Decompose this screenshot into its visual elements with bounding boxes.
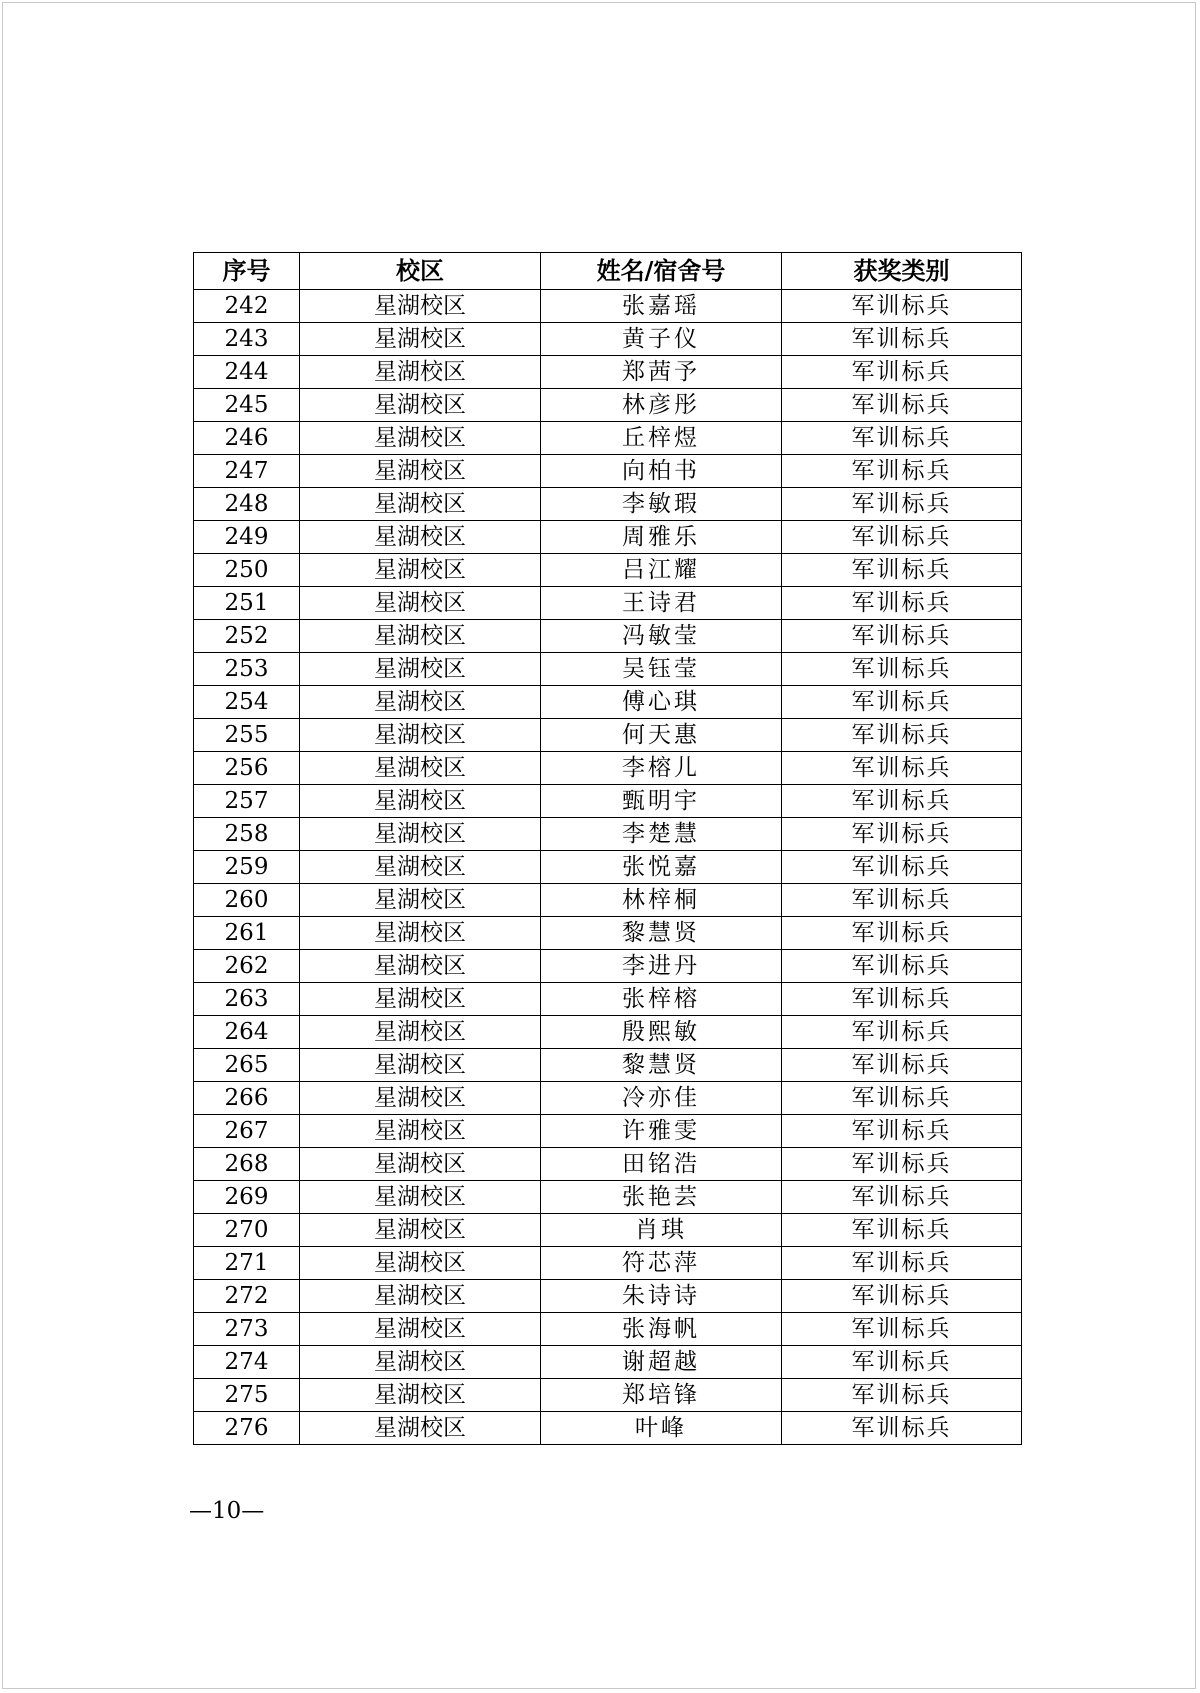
cell-award-type: 军训标兵 [782, 1346, 1022, 1379]
table-row [194, 917, 1022, 950]
cell-award-type: 军训标兵 [782, 554, 1022, 587]
cell-no: 269 [194, 1181, 300, 1214]
cell-award-type: 军训标兵 [782, 1313, 1022, 1346]
cell-campus: 星湖校区 [300, 686, 541, 719]
cell-campus: 星湖校区 [300, 356, 541, 389]
cell-award-type: 军训标兵 [782, 290, 1022, 323]
cell-campus: 星湖校区 [300, 752, 541, 785]
cell-award-type: 军训标兵 [782, 389, 1022, 422]
cell-campus: 星湖校区 [300, 1379, 541, 1412]
cell-campus: 星湖校区 [300, 389, 541, 422]
cell-name: 张梓榕 [541, 983, 782, 1016]
table-row [194, 1148, 1022, 1181]
cell-award-type: 军训标兵 [782, 884, 1022, 917]
table-row [194, 1280, 1022, 1313]
cell-campus: 星湖校区 [300, 1280, 541, 1313]
cell-name: 吴钰莹 [541, 653, 782, 686]
header-name: 姓名/宿舍号 [541, 253, 782, 290]
cell-no: 248 [194, 488, 300, 521]
cell-no: 256 [194, 752, 300, 785]
cell-campus: 星湖校区 [300, 653, 541, 686]
table-row [194, 1247, 1022, 1280]
cell-campus: 星湖校区 [300, 554, 541, 587]
table-row [194, 1313, 1022, 1346]
table-row [194, 719, 1022, 752]
table-row [194, 851, 1022, 884]
cell-campus: 星湖校区 [300, 488, 541, 521]
cell-campus: 星湖校区 [300, 1115, 541, 1148]
cell-campus: 星湖校区 [300, 323, 541, 356]
cell-no: 275 [194, 1379, 300, 1412]
table-row [194, 290, 1022, 323]
cell-no: 246 [194, 422, 300, 455]
cell-no: 245 [194, 389, 300, 422]
cell-campus: 星湖校区 [300, 983, 541, 1016]
cell-name: 殷熙敏 [541, 1016, 782, 1049]
cell-campus: 星湖校区 [300, 1247, 541, 1280]
table-row [194, 488, 1022, 521]
table-row [194, 818, 1022, 851]
cell-name: 林彦彤 [541, 389, 782, 422]
cell-campus: 星湖校区 [300, 1016, 541, 1049]
cell-no: 273 [194, 1313, 300, 1346]
cell-award-type: 军训标兵 [782, 719, 1022, 752]
cell-name: 李榕儿 [541, 752, 782, 785]
cell-award-type: 军训标兵 [782, 950, 1022, 983]
cell-campus: 星湖校区 [300, 1412, 541, 1445]
cell-award-type: 军训标兵 [782, 851, 1022, 884]
cell-name: 郑培锋 [541, 1379, 782, 1412]
cell-name: 丘梓煜 [541, 422, 782, 455]
cell-no: 262 [194, 950, 300, 983]
table-row [194, 983, 1022, 1016]
cell-no: 254 [194, 686, 300, 719]
cell-campus: 星湖校区 [300, 620, 541, 653]
cell-no: 249 [194, 521, 300, 554]
cell-award-type: 军训标兵 [782, 1082, 1022, 1115]
cell-award-type: 军训标兵 [782, 818, 1022, 851]
table-row [194, 1115, 1022, 1148]
cell-no: 268 [194, 1148, 300, 1181]
cell-name: 张艳芸 [541, 1181, 782, 1214]
table-row [194, 323, 1022, 356]
cell-award-type: 军训标兵 [782, 1049, 1022, 1082]
cell-name: 田铭浩 [541, 1148, 782, 1181]
table-row [194, 1049, 1022, 1082]
cell-no: 244 [194, 356, 300, 389]
cell-name: 黄子仪 [541, 323, 782, 356]
award-list-table [193, 252, 1022, 1445]
cell-award-type: 军训标兵 [782, 587, 1022, 620]
cell-no: 251 [194, 587, 300, 620]
cell-name: 林梓桐 [541, 884, 782, 917]
table-row [194, 620, 1022, 653]
table-row [194, 884, 1022, 917]
cell-name: 许雅雯 [541, 1115, 782, 1148]
cell-campus: 星湖校区 [300, 455, 541, 488]
cell-no: 247 [194, 455, 300, 488]
cell-no: 250 [194, 554, 300, 587]
table-row [194, 1082, 1022, 1115]
cell-campus: 星湖校区 [300, 1049, 541, 1082]
cell-name: 周雅乐 [541, 521, 782, 554]
cell-name: 郑茜予 [541, 356, 782, 389]
cell-campus: 星湖校区 [300, 785, 541, 818]
cell-award-type: 军训标兵 [782, 1280, 1022, 1313]
cell-name: 李楚慧 [541, 818, 782, 851]
cell-no: 259 [194, 851, 300, 884]
cell-no: 252 [194, 620, 300, 653]
cell-name: 李进丹 [541, 950, 782, 983]
cell-award-type: 军训标兵 [782, 620, 1022, 653]
header-row [194, 253, 1022, 290]
cell-no: 242 [194, 290, 300, 323]
table-row [194, 752, 1022, 785]
cell-name: 黎慧贤 [541, 917, 782, 950]
cell-campus: 星湖校区 [300, 1346, 541, 1379]
cell-campus: 星湖校区 [300, 1082, 541, 1115]
cell-award-type: 军训标兵 [782, 1412, 1022, 1445]
cell-campus: 星湖校区 [300, 587, 541, 620]
cell-award-type: 军训标兵 [782, 1016, 1022, 1049]
cell-no: 265 [194, 1049, 300, 1082]
cell-award-type: 军训标兵 [782, 983, 1022, 1016]
cell-no: 270 [194, 1214, 300, 1247]
header-no: 序号 [194, 253, 300, 290]
table-row [194, 587, 1022, 620]
header-campus: 校区 [300, 253, 541, 290]
cell-campus: 星湖校区 [300, 1313, 541, 1346]
cell-no: 243 [194, 323, 300, 356]
cell-name: 谢超越 [541, 1346, 782, 1379]
cell-no: 274 [194, 1346, 300, 1379]
cell-campus: 星湖校区 [300, 290, 541, 323]
cell-name: 张海帆 [541, 1313, 782, 1346]
cell-campus: 星湖校区 [300, 1148, 541, 1181]
cell-name: 肖琪 [541, 1214, 782, 1247]
cell-name: 甄明宇 [541, 785, 782, 818]
cell-campus: 星湖校区 [300, 719, 541, 752]
cell-no: 276 [194, 1412, 300, 1445]
cell-award-type: 军训标兵 [782, 422, 1022, 455]
cell-name: 冯敏莹 [541, 620, 782, 653]
table-row [194, 422, 1022, 455]
cell-no: 264 [194, 1016, 300, 1049]
cell-award-type: 军训标兵 [782, 686, 1022, 719]
cell-name: 朱诗诗 [541, 1280, 782, 1313]
table-row [194, 455, 1022, 488]
cell-award-type: 军训标兵 [782, 1148, 1022, 1181]
cell-campus: 星湖校区 [300, 422, 541, 455]
table-row [194, 1379, 1022, 1412]
table-row [194, 521, 1022, 554]
cell-campus: 星湖校区 [300, 851, 541, 884]
page-number: —10— [189, 1498, 265, 1524]
cell-name: 吕江耀 [541, 554, 782, 587]
cell-no: 257 [194, 785, 300, 818]
cell-award-type: 军训标兵 [782, 752, 1022, 785]
cell-no: 266 [194, 1082, 300, 1115]
table-row [194, 554, 1022, 587]
table-body [194, 290, 1022, 1445]
cell-award-type: 军训标兵 [782, 653, 1022, 686]
header-award-type: 获奖类别 [782, 253, 1022, 290]
cell-no: 253 [194, 653, 300, 686]
cell-campus: 星湖校区 [300, 1181, 541, 1214]
table-row [194, 1016, 1022, 1049]
cell-award-type: 军训标兵 [782, 1214, 1022, 1247]
cell-name: 王诗君 [541, 587, 782, 620]
table-row [194, 686, 1022, 719]
table-row [194, 950, 1022, 983]
cell-name: 叶峰 [541, 1412, 782, 1445]
cell-name: 符芯萍 [541, 1247, 782, 1280]
cell-award-type: 军训标兵 [782, 1115, 1022, 1148]
cell-award-type: 军训标兵 [782, 521, 1022, 554]
table-row [194, 1181, 1022, 1214]
cell-no: 271 [194, 1247, 300, 1280]
cell-no: 272 [194, 1280, 300, 1313]
cell-name: 黎慧贤 [541, 1049, 782, 1082]
cell-name: 张嘉瑶 [541, 290, 782, 323]
cell-campus: 星湖校区 [300, 521, 541, 554]
table-header [194, 253, 1022, 290]
table-row [194, 356, 1022, 389]
cell-award-type: 军训标兵 [782, 1181, 1022, 1214]
table-row [194, 1412, 1022, 1445]
cell-award-type: 军训标兵 [782, 917, 1022, 950]
table-row [194, 1214, 1022, 1247]
table-row [194, 1346, 1022, 1379]
cell-name: 冷亦佳 [541, 1082, 782, 1115]
cell-award-type: 军训标兵 [782, 356, 1022, 389]
table-row [194, 389, 1022, 422]
cell-campus: 星湖校区 [300, 950, 541, 983]
cell-campus: 星湖校区 [300, 884, 541, 917]
cell-award-type: 军训标兵 [782, 1379, 1022, 1412]
cell-campus: 星湖校区 [300, 1214, 541, 1247]
cell-no: 260 [194, 884, 300, 917]
cell-no: 263 [194, 983, 300, 1016]
cell-name: 李敏瑕 [541, 488, 782, 521]
cell-name: 张悦嘉 [541, 851, 782, 884]
cell-no: 261 [194, 917, 300, 950]
cell-campus: 星湖校区 [300, 818, 541, 851]
cell-name: 傅心琪 [541, 686, 782, 719]
cell-award-type: 军训标兵 [782, 488, 1022, 521]
cell-award-type: 军训标兵 [782, 1247, 1022, 1280]
cell-no: 258 [194, 818, 300, 851]
cell-name: 何天惠 [541, 719, 782, 752]
cell-name: 向柏书 [541, 455, 782, 488]
table-row [194, 785, 1022, 818]
cell-campus: 星湖校区 [300, 917, 541, 950]
cell-award-type: 军训标兵 [782, 455, 1022, 488]
cell-award-type: 军训标兵 [782, 785, 1022, 818]
cell-award-type: 军训标兵 [782, 323, 1022, 356]
cell-no: 255 [194, 719, 300, 752]
table-row [194, 653, 1022, 686]
cell-no: 267 [194, 1115, 300, 1148]
